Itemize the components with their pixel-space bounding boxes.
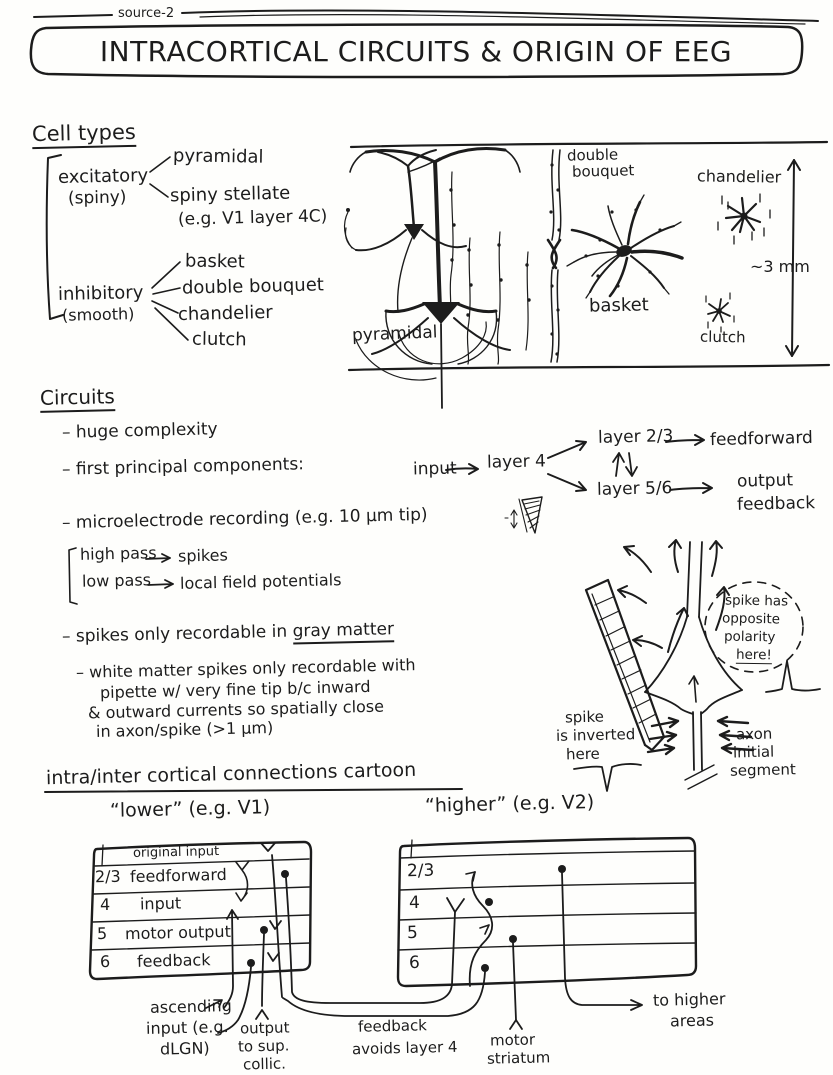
bubble-line-3: polarity bbox=[723, 628, 776, 646]
pyramidal-neuron-small bbox=[345, 150, 466, 312]
flow-layer23: layer 2/3 bbox=[597, 426, 674, 448]
original-input-label: original input bbox=[132, 844, 220, 861]
higher-row-num-5: 5 bbox=[406, 922, 419, 944]
lower-row-label-feedback: feedback bbox=[136, 950, 211, 971]
scale-label: ~3 mm bbox=[750, 257, 810, 276]
inhibitory-item-clutch: clutch bbox=[191, 328, 247, 351]
current-arrows bbox=[618, 540, 729, 652]
excitatory-item-spiny-stellate: spiny stellate bbox=[169, 182, 291, 207]
bullet-white-matter-2: pipette w/ very fine tip b/c inward bbox=[99, 676, 371, 703]
lower-row-num-5: 5 bbox=[96, 923, 108, 944]
higher-row-num-23: 2/3 bbox=[406, 860, 435, 882]
inhibitory-sub: (smooth) bbox=[61, 304, 135, 325]
lower-row-num-4: 4 bbox=[99, 894, 111, 915]
lower-row-num-23: 2/3 bbox=[94, 866, 121, 887]
higher-area-box bbox=[398, 838, 696, 986]
chandelier-cell bbox=[718, 194, 770, 244]
to-higher-label-2: areas bbox=[669, 1010, 715, 1031]
pyramidal-label: pyramidal bbox=[351, 322, 438, 346]
filter-spikes: spikes bbox=[177, 545, 229, 566]
motor-striatum-label-1: motor bbox=[489, 1030, 536, 1050]
excitatory-sub: (spiny) bbox=[67, 187, 127, 209]
lower-row-num-6: 6 bbox=[99, 951, 111, 972]
higher-row-num-6: 6 bbox=[408, 952, 421, 974]
ascending-label-3: dLGN) bbox=[159, 1038, 210, 1059]
flow-feedforward: feedforward bbox=[709, 427, 814, 451]
source-label: source-2 bbox=[118, 6, 175, 21]
filter-high-pass: high pass bbox=[79, 543, 157, 564]
double-bouquet-label-1: double bbox=[566, 145, 619, 165]
basket-label: basket bbox=[588, 294, 649, 317]
flow-feedback: feedback bbox=[736, 493, 816, 515]
cell-types-heading: Cell types bbox=[32, 120, 136, 146]
output-sup-label-1: output bbox=[239, 1018, 290, 1038]
spike-waveform-inverted bbox=[574, 764, 641, 791]
chandelier-label: chandelier bbox=[696, 166, 782, 187]
higher-row-num-4: 4 bbox=[408, 892, 421, 914]
feedback-avoids-label-2: avoids layer 4 bbox=[351, 1037, 458, 1059]
inhibitory-item-basket: basket bbox=[184, 250, 245, 273]
gray-matter-underlined: gray matter bbox=[292, 619, 394, 644]
inverted-line-1: spike bbox=[564, 707, 605, 727]
circuits-heading: Circuits bbox=[40, 385, 115, 410]
inhibitory-item-chandelier: chandelier bbox=[177, 301, 273, 326]
inhibitory-label: inhibitory bbox=[57, 282, 144, 305]
bullet-gray-matter: – spikes only recordable in gray matter bbox=[61, 619, 395, 647]
spike-waveform-upright bbox=[766, 661, 820, 692]
bullet-microelectrode: – microelectrode recording (e.g. 10 μm tip) bbox=[61, 504, 428, 534]
to-higher-label-1: to higher bbox=[652, 989, 726, 1010]
inhibitory-item-double-bouquet: double bouquet bbox=[181, 274, 325, 299]
page-title: INTRACORTICAL CIRCUITS & ORIGIN OF EEG bbox=[99, 35, 733, 68]
bullet-principal-components: – first principal components: bbox=[61, 454, 305, 480]
clutch-cell bbox=[706, 293, 734, 332]
electrode-tip-icon bbox=[505, 497, 542, 533]
flow-layer4: layer 4 bbox=[486, 451, 547, 473]
excitatory-item-pyramidal: pyramidal bbox=[172, 145, 264, 168]
flow-output: output bbox=[736, 470, 794, 492]
bubble-line-2: opposite bbox=[721, 610, 781, 628]
ascending-label-2: input (e.g. bbox=[145, 1017, 229, 1038]
cartoon-heading: intra/inter cortical connections cartoon bbox=[45, 758, 417, 790]
clutch-label: clutch bbox=[699, 327, 746, 347]
flow-layer56: layer 5/6 bbox=[596, 478, 673, 500]
filter-lfp: local field potentials bbox=[179, 570, 342, 593]
inverted-line-3: here bbox=[565, 744, 600, 764]
ais-line-2: initial bbox=[732, 742, 775, 762]
higher-area-title: “higher” (e.g. V2) bbox=[424, 791, 595, 817]
bubble-line-1: spike has bbox=[724, 592, 789, 610]
spike-polarity-sketch bbox=[574, 540, 820, 791]
lower-area-title: “lower” (e.g. V1) bbox=[109, 796, 271, 822]
beaded-axons bbox=[449, 172, 530, 364]
excitatory-item-v1-layer4c: (e.g. V1 layer 4C) bbox=[177, 206, 328, 230]
double-bouquet-cell bbox=[548, 150, 561, 362]
bullet-huge-complexity: – huge complexity bbox=[61, 419, 218, 443]
bullet-white-matter-3: & outward currents so spatially close bbox=[87, 696, 385, 723]
excitatory-label: excitatory bbox=[57, 164, 149, 189]
lower-row-label-motor-output: motor output bbox=[124, 921, 232, 944]
output-sup-label-2: to sup. bbox=[237, 1036, 290, 1056]
lower-row-label-feedforward: feedforward bbox=[129, 864, 228, 887]
inverted-line-2: is inverted bbox=[555, 725, 636, 745]
ais-line-3: segment bbox=[729, 760, 796, 780]
filter-low-pass: low pass bbox=[81, 570, 152, 591]
output-sup-label-3: collic. bbox=[242, 1054, 287, 1074]
feedback-avoids-label-1: feedback bbox=[357, 1016, 428, 1036]
bullet-white-matter-1: – white matter spikes only recordable with bbox=[75, 655, 416, 682]
ais-line-1: axon bbox=[735, 724, 773, 744]
double-bouquet-label-2: bouquet bbox=[571, 161, 635, 181]
lower-row-label-input: input bbox=[139, 893, 182, 914]
bullet-white-matter-4: in axon/spike (>1 μm) bbox=[95, 717, 274, 742]
ascending-label-1: ascending bbox=[149, 996, 233, 1017]
basket-cell bbox=[567, 195, 682, 298]
bubble-line-4: here! bbox=[735, 646, 772, 664]
motor-striatum-label-2: striatum bbox=[486, 1048, 551, 1068]
flow-input: input bbox=[412, 458, 457, 480]
